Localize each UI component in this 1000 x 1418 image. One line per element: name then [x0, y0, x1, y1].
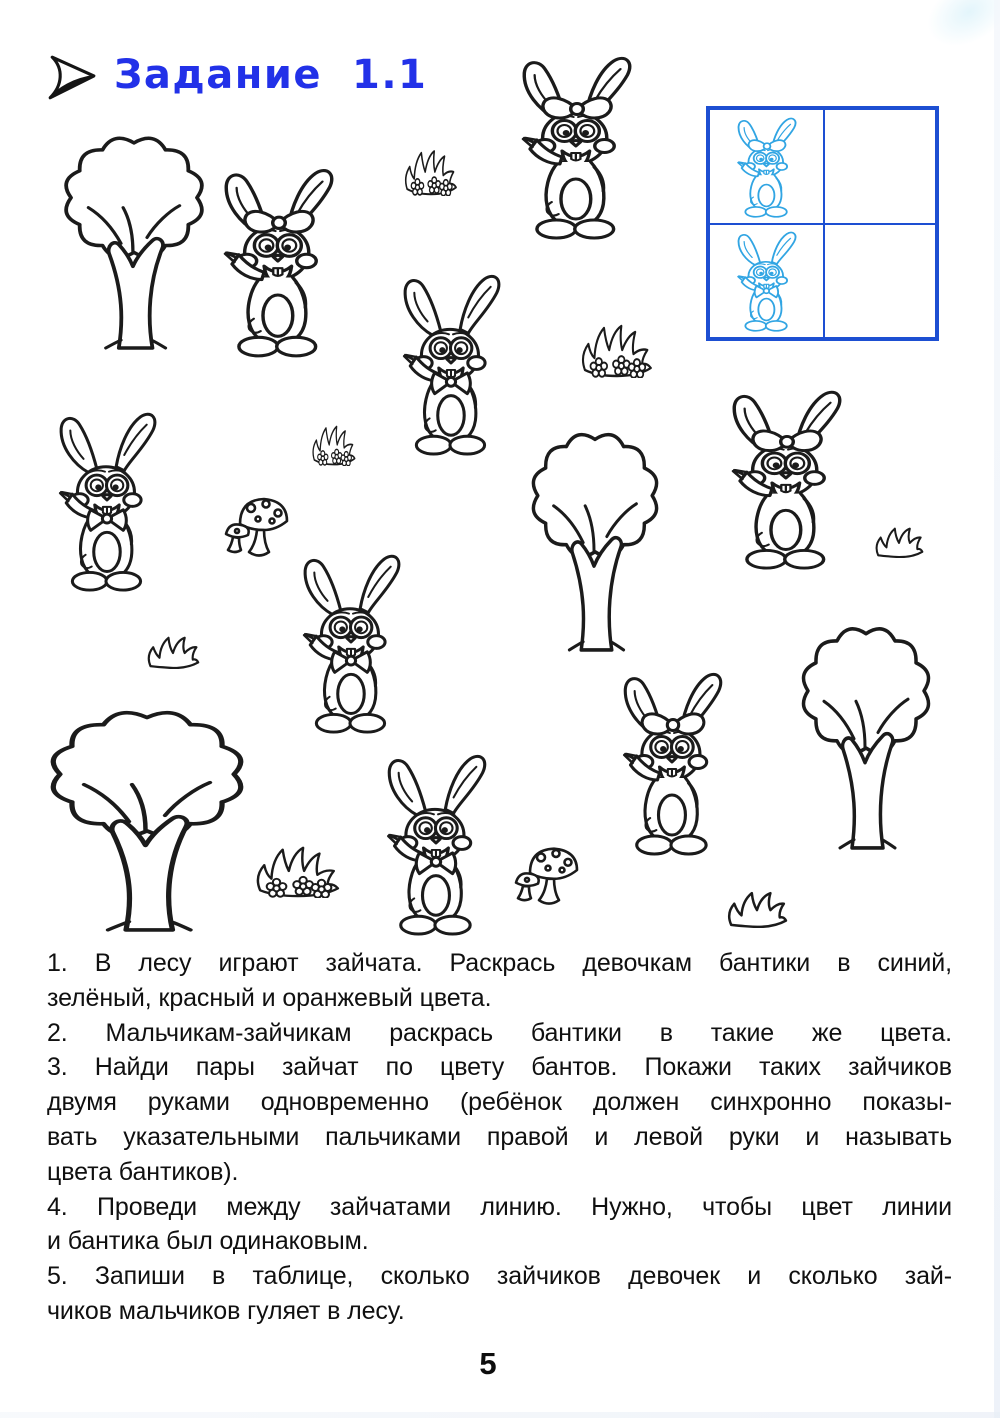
illustration-grass-flowers [578, 320, 656, 378]
instruction-line: и бантика был одинаковым. [47, 1227, 369, 1256]
instructions [47, 946, 952, 1329]
illustration-grass [874, 526, 924, 558]
instruction-line: зелёный, красный и оранжевый цвета. [47, 983, 492, 1012]
task-title-word: Задание [114, 52, 322, 98]
illustration-rabbit-girl [216, 164, 342, 360]
illustration-rabbit-girl [616, 668, 730, 858]
illustration-tree [58, 126, 210, 350]
scan-edge [994, 0, 1000, 1418]
illustration-grass [146, 635, 200, 669]
illustration-rabbit-girl [724, 386, 850, 572]
page-number: 5 [479, 1346, 497, 1381]
illustration-rabbit-boy [380, 750, 494, 938]
illustration-rabbit-boy [396, 270, 508, 458]
illustration-tree [42, 700, 252, 932]
instruction-line: двумя руками одновременно (ребёнок должен синхронно показы- [47, 1088, 952, 1117]
illustration-grass [726, 890, 788, 928]
illustration-rabbit-boy [296, 550, 408, 736]
instruction-line: 5. Запиши в таблице, сколько зайчиков девочек и сколько зай- [47, 1262, 952, 1291]
illustration-mushroom [220, 488, 292, 558]
illustration-grass-flowers [310, 422, 358, 466]
illustration-tree [796, 616, 936, 850]
table-cell-girls-count[interactable] [824, 109, 936, 224]
instruction-line: цвета бантиков). [47, 1157, 239, 1186]
instruction-line: 3. Найди пары зайчат по цвету бантов. Покажи таких зайчиков [47, 1053, 952, 1082]
table-cell-girl-rabbit-illustration [709, 109, 824, 224]
illustration-grass-flowers [402, 146, 460, 196]
illustration-rabbit-girl [514, 52, 640, 242]
instruction-line: вать указательными пальчиками правой и левой руки и называть [47, 1122, 952, 1151]
instruction-line: 4. Проведи между зайчатами линию. Нужно, чтобы цвет линии [47, 1192, 952, 1221]
scan-edge [0, 1412, 1000, 1418]
instruction-line: 2. Мальчикам-зайчикам раскрась бантики в такие же цвета. [47, 1018, 952, 1047]
illustration-mushroom [510, 838, 582, 906]
task-title-number: 1.1 [352, 52, 428, 98]
illustration-tree [526, 422, 664, 652]
count-table [706, 106, 939, 341]
instruction-line: 1. В лесу играют зайчата. Раскрась девочкам бантики в синий, [47, 949, 952, 977]
table-cell-boys-count[interactable] [824, 224, 936, 338]
illustration-grass-flowers [252, 842, 344, 898]
table-cell-boy-rabbit-illustration [709, 224, 824, 338]
instruction-line: чиков мальчиков гуляет в лесу. [47, 1296, 405, 1325]
illustration-rabbit-boy [52, 408, 164, 594]
